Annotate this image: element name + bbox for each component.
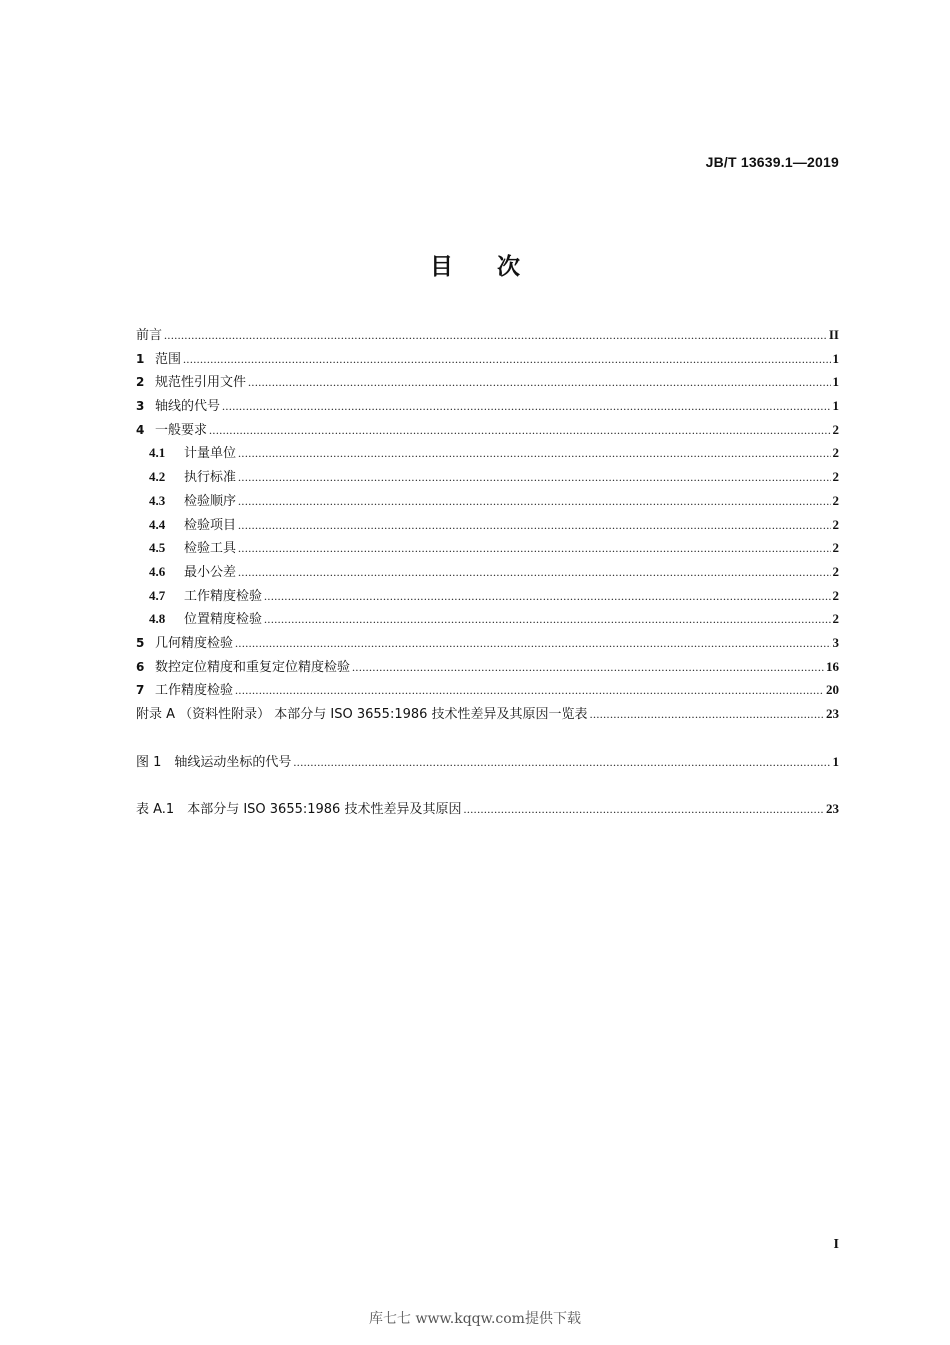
toc-entry-number: 4.1 <box>149 445 166 461</box>
toc-entry-annex-a[interactable] <box>136 703 839 727</box>
toc-entry-4-5[interactable] <box>136 537 839 561</box>
toc-entry-number: 3 <box>136 399 145 414</box>
toc-entry-title: 检验项目 <box>184 517 237 533</box>
download-watermark: 库七七 www.kqqw.com提供下载 <box>369 1311 581 1327</box>
dot-leader <box>222 399 830 414</box>
dot-leader <box>264 589 830 604</box>
table-of-contents <box>136 324 839 822</box>
dot-leader <box>235 636 830 651</box>
dot-leader <box>164 328 827 343</box>
table-entry-page: 23 <box>826 801 839 817</box>
toc-entry-page: 2 <box>832 540 839 556</box>
dot-leader <box>235 683 824 698</box>
toc-entry-7[interactable] <box>136 679 839 703</box>
toc-entry-number: 4.7 <box>149 587 166 603</box>
table-entry-a1[interactable] <box>136 798 839 822</box>
toc-entry-3[interactable] <box>136 395 839 419</box>
toc-entry-page: 2 <box>832 492 839 508</box>
toc-entry-4-2[interactable] <box>136 466 839 490</box>
figure-entry-page: 1 <box>832 753 839 769</box>
toc-entry-number: 1 <box>136 351 145 366</box>
toc-entry-number: 4 <box>136 422 145 437</box>
dot-leader <box>238 446 830 461</box>
toc-entry-page: II <box>828 327 839 342</box>
toc-entry-number: 4.8 <box>149 611 166 627</box>
dot-leader <box>238 518 830 533</box>
document-number: JB/T 13639.1—2019 <box>705 154 839 170</box>
toc-entry-number: 4.5 <box>149 540 166 556</box>
toc-entry-page: 2 <box>832 445 839 461</box>
toc-entry-number: 4.6 <box>149 563 166 579</box>
page-title: 目次 <box>430 254 564 280</box>
toc-entry-title: 位置精度检验 <box>184 612 263 628</box>
dot-leader <box>183 352 830 367</box>
toc-entry-number: 4.4 <box>149 516 166 532</box>
toc-entry-4-4[interactable] <box>136 514 839 538</box>
dot-leader <box>463 802 824 817</box>
toc-entry-title: 检验工具 <box>184 541 237 557</box>
toc-entry-title: 前言 <box>136 328 163 343</box>
dot-leader <box>248 375 830 390</box>
toc-entry-title: 几何精度检验 <box>155 635 234 651</box>
toc-entry-2[interactable] <box>136 371 839 395</box>
toc-entry-page: 23 <box>826 706 839 721</box>
toc-entry-number: 7 <box>136 683 145 698</box>
toc-entry-title: 工作精度检验 <box>184 588 263 604</box>
toc-entry-title: 最小公差 <box>184 564 237 580</box>
toc-entry-4-7[interactable] <box>136 585 839 609</box>
toc-entry-page: 2 <box>832 587 839 603</box>
toc-entry-page: 2 <box>832 421 839 437</box>
toc-entry-title: 执行标准 <box>184 470 237 486</box>
toc-entry-page: 2 <box>832 469 839 485</box>
toc-entry-title: 检验顺序 <box>184 493 237 509</box>
toc-entry-page: 20 <box>826 682 839 698</box>
toc-entry-page: 2 <box>832 563 839 579</box>
dot-leader <box>238 494 830 509</box>
figure-entry-1[interactable] <box>136 751 839 775</box>
toc-entry-page: 2 <box>832 516 839 532</box>
toc-entry-page: 3 <box>832 634 839 650</box>
dot-leader <box>264 612 830 627</box>
toc-entry-4-8[interactable] <box>136 608 839 632</box>
dot-leader <box>238 565 830 580</box>
toc-entry-title: 数控定位精度和重复定位精度检验 <box>155 659 351 675</box>
toc-entry-page: 1 <box>832 374 839 390</box>
toc-entry-number: 5 <box>136 635 145 650</box>
table-entry-title: 表 A.1 本部分与 ISO 3655:1986 技术性差异及其原因 <box>136 802 462 818</box>
toc-entry-title: 附录 A （资料性附录） 本部分与 ISO 3655:1986 技术性差异及其原因一览表 <box>136 707 588 722</box>
toc-entry-page: 1 <box>832 398 839 414</box>
toc-entry-title: 轴线的代号 <box>155 399 221 415</box>
toc-entry-6[interactable] <box>136 656 839 680</box>
toc-entry-4-3[interactable] <box>136 490 839 514</box>
dot-leader <box>209 423 830 438</box>
toc-entry-4[interactable] <box>136 419 839 443</box>
toc-entry-4-6[interactable] <box>136 561 839 585</box>
figure-entry-title: 图 1 轴线运动坐标的代号 <box>136 754 292 770</box>
toc-entry-title: 工作精度检验 <box>155 683 234 699</box>
dot-leader <box>238 470 830 485</box>
toc-entry-title: 范围 <box>155 351 182 367</box>
toc-entry-foreword[interactable] <box>136 324 839 348</box>
page-number: I <box>833 1237 839 1252</box>
toc-entry-number: 6 <box>136 659 145 674</box>
toc-entry-title: 规范性引用文件 <box>155 375 247 391</box>
toc-entry-1[interactable] <box>136 348 839 372</box>
toc-entry-page: 1 <box>832 350 839 366</box>
dot-leader <box>590 707 824 722</box>
toc-entry-number: 4.3 <box>149 492 166 508</box>
toc-entry-page: 16 <box>826 658 839 674</box>
dot-leader <box>238 541 830 556</box>
toc-entry-title: 一般要求 <box>155 422 208 438</box>
toc-entry-4-1[interactable] <box>136 442 839 466</box>
toc-entry-page: 2 <box>832 611 839 627</box>
toc-entry-5[interactable] <box>136 632 839 656</box>
toc-entry-number: 2 <box>136 375 145 390</box>
toc-entry-number: 4.2 <box>149 469 166 485</box>
dot-leader <box>352 660 824 675</box>
toc-entry-title: 计量单位 <box>184 446 237 462</box>
dot-leader <box>293 755 830 770</box>
